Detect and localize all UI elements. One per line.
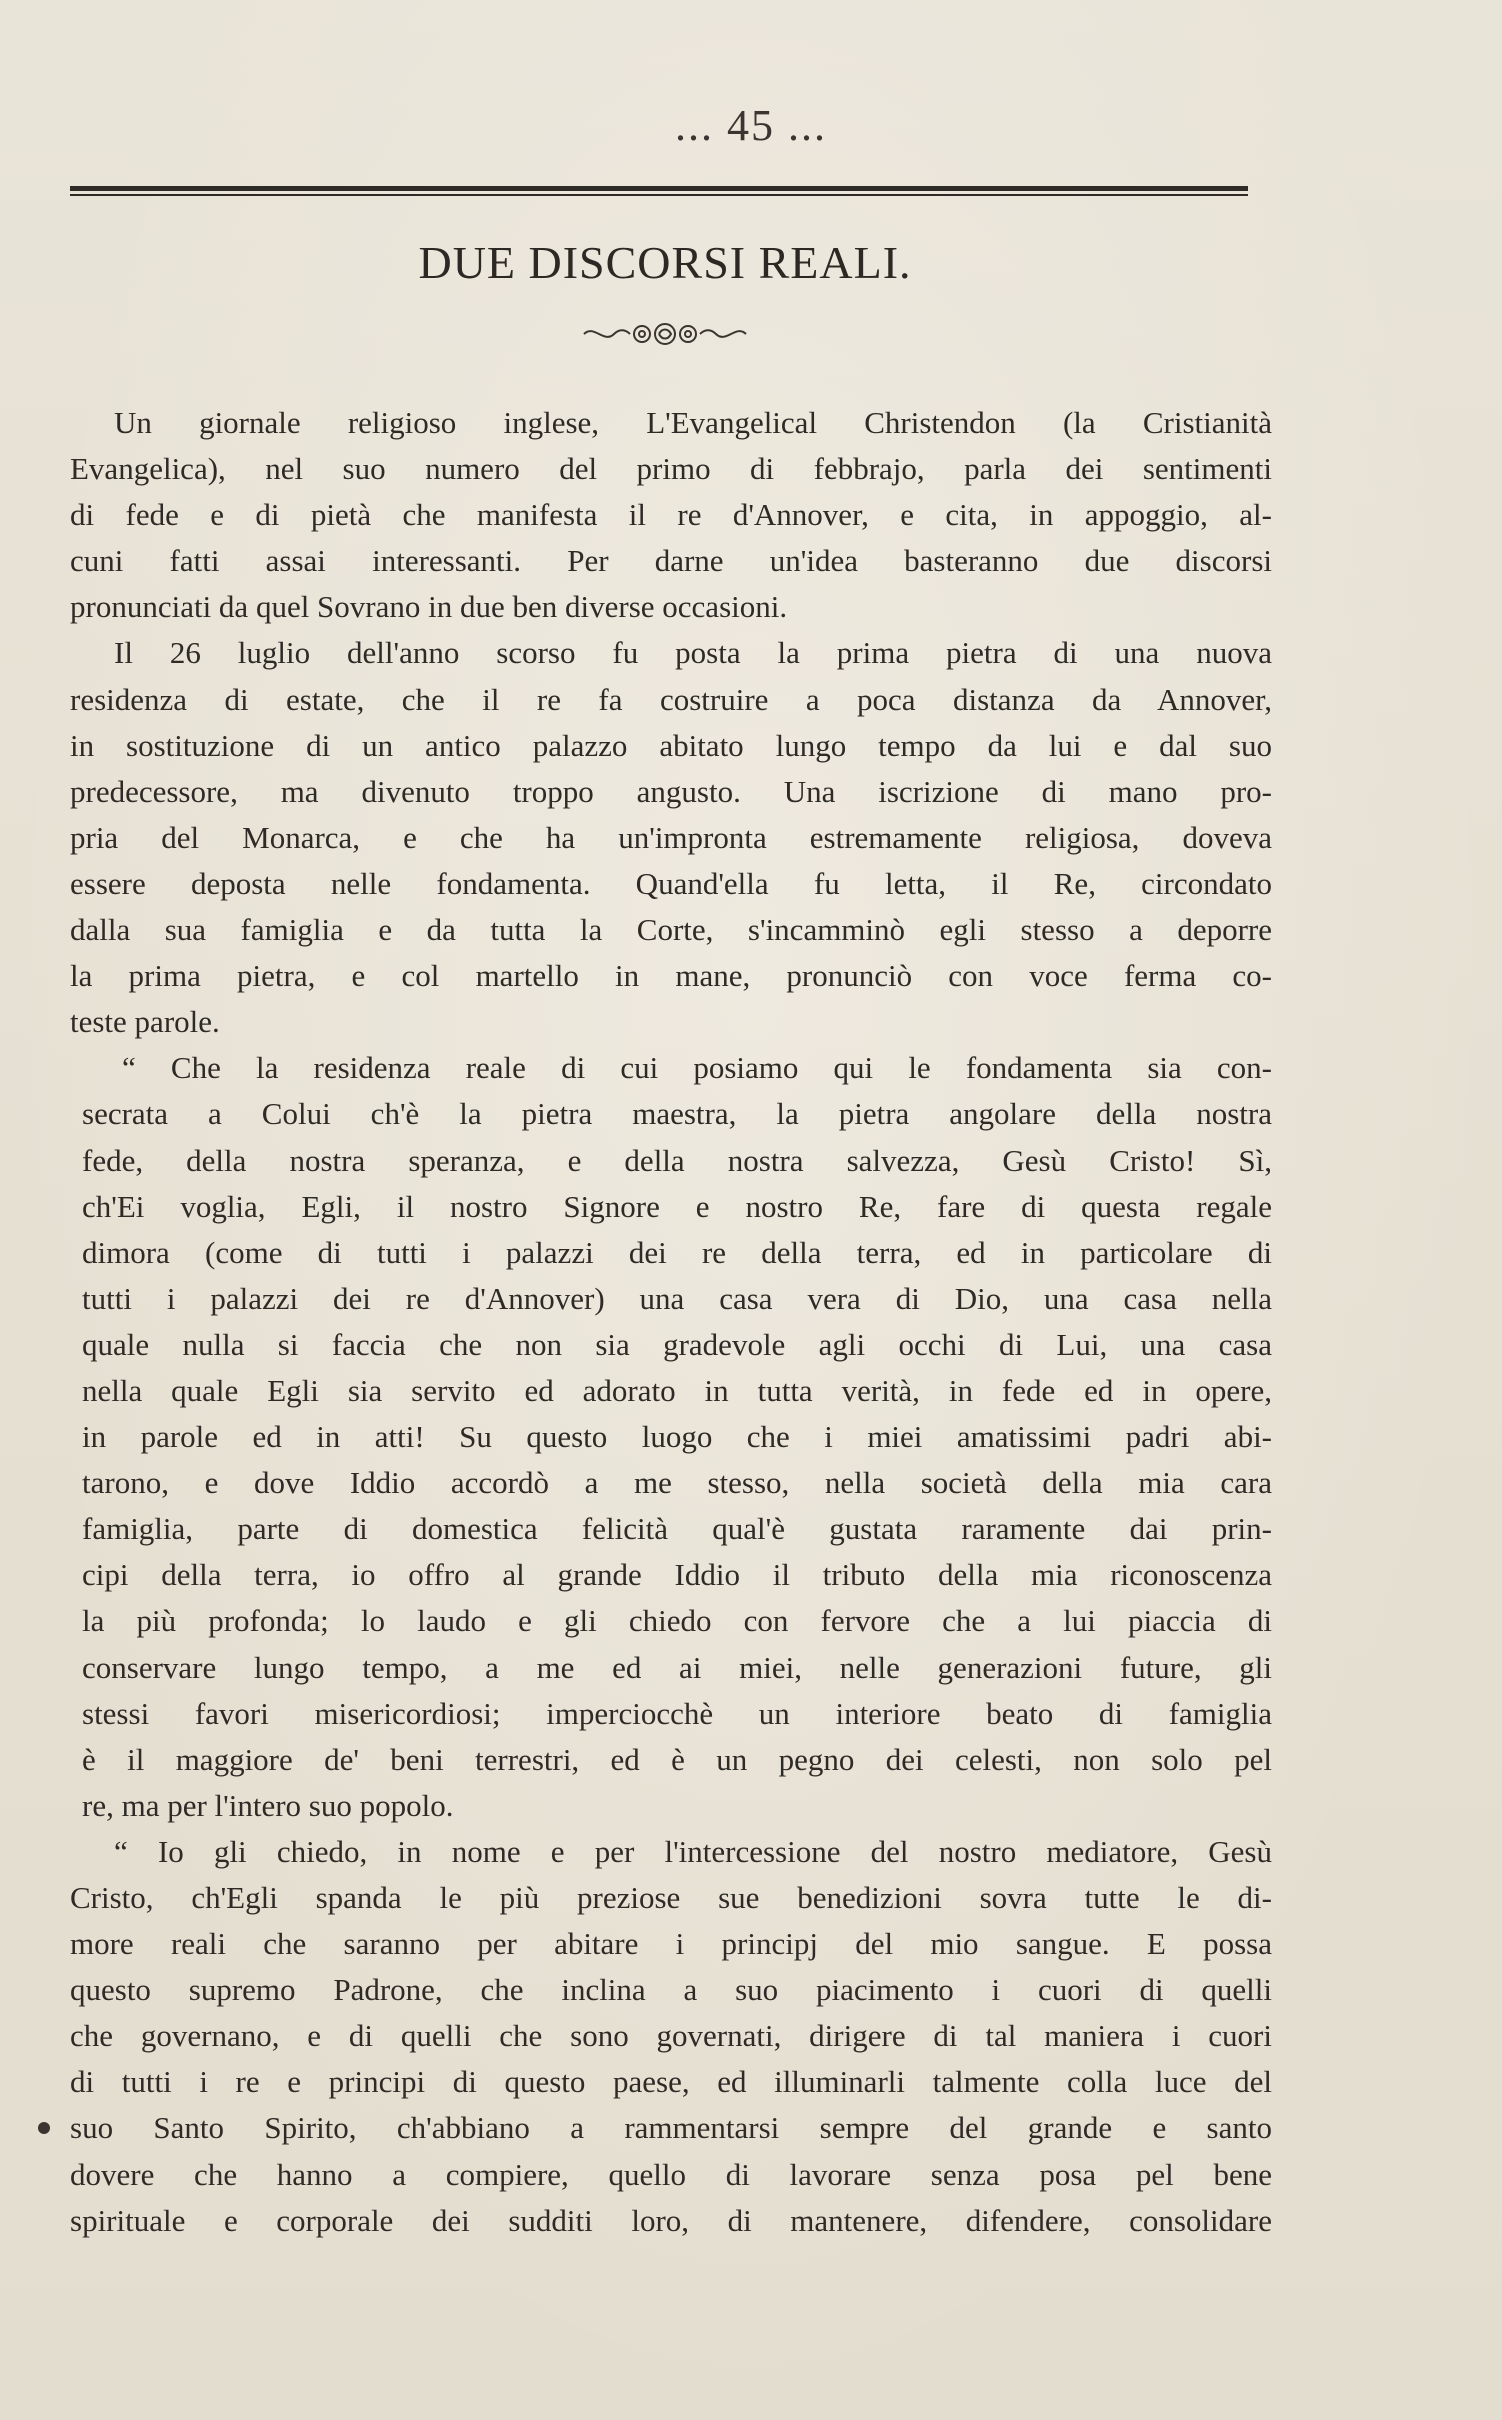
text-line: Evangelica), nel suo numero del primo di febbrajo, parla dei sentimenti (70, 451, 1272, 487)
header-rule-thin (70, 194, 1248, 196)
text-line: essere deposta nelle fondamenta. Quand'ella fu letta, il Re, circondato (70, 865, 1272, 901)
text-line: la prima pietra, e col martello in mane, pronunciò con voce ferma co- (70, 958, 1272, 994)
text-line: more reali che saranno per abitare i principj del mio sangue. E possa (70, 1926, 1272, 1962)
text-line: spirituale e corporale dei sudditi loro, di mantenere, difendere, consolidare (70, 2202, 1272, 2238)
text-line: cuni fatti assai interessanti. Per darne un'idea basteranno due discorsi (70, 543, 1272, 579)
text-line: di tutti i re e principi di questo paese, ed illuminarli talmente colla luce del (70, 2064, 1272, 2100)
margin-dot-mark (38, 2122, 50, 2134)
text-line: è il maggiore de' beni terrestri, ed è un pegno dei celesti, non solo pel (82, 1741, 1272, 1777)
text-line: pronunciati da quel Sovrano in due ben diverse occasioni. (70, 589, 788, 625)
text-line: famiglia, parte di domestica felicità qual'è gustata raramente dai prin- (82, 1511, 1272, 1547)
text-line: nella quale Egli sia servito ed adorato in tutta verità, in fede ed in opere, (82, 1372, 1272, 1408)
text-line: di fede e di pietà che manifesta il re d'Annover, e cita, in appoggio, al- (70, 497, 1272, 533)
ornament-flourish-icon (580, 318, 750, 350)
text-line: stessi favori misericordiosi; imperciocchè un interiore beato di famiglia (82, 1695, 1272, 1731)
text-line: tutti i palazzi dei re d'Annover) una casa vera di Dio, una casa nella (82, 1280, 1272, 1316)
text-line: residenza di estate, che il re fa costruire a poca distanza da Annover, (70, 681, 1272, 717)
text-line: “ Io gli chiedo, in nome e per l'intercessione del nostro mediatore, Gesù (114, 1833, 1272, 1869)
text-line: cipi della terra, io offro al grande Iddio il tributo della mia riconoscenza (82, 1557, 1272, 1593)
page-number: ... 45 ... (675, 101, 827, 150)
text-line: suo Santo Spirito, ch'abbiano a rammentarsi sempre del grande e santo (70, 2110, 1272, 2146)
text-line: ch'Ei voglia, Egli, il nostro Signore e nostro Re, fare di questa regale (82, 1188, 1272, 1224)
text-line: secrata a Colui ch'è la pietra maestra, la pietra angolare della nostra (82, 1096, 1272, 1132)
text-line: quale nulla si faccia che non sia gradevole agli occhi di Lui, una casa (82, 1326, 1272, 1362)
text-line: la più profonda; lo laudo e gli chiedo con fervore che a lui piaccia di (82, 1603, 1272, 1639)
text-line: teste parole. (70, 1004, 220, 1040)
text-line: dimora (come di tutti i palazzi dei re della terra, ed in particolare di (82, 1234, 1272, 1270)
text-line: dalla sua famiglia e da tutta la Corte, s'incamminò egli stesso a deporre (70, 912, 1272, 948)
header-rule-thick (70, 186, 1248, 191)
text-line: “ Che la residenza reale di cui posiamo qui le fondamenta sia con- (122, 1050, 1272, 1086)
text-line: predecessore, ma divenuto troppo angusto. Una iscrizione di mano pro- (70, 773, 1272, 809)
text-line: che governano, e di quelli che sono governati, dirigere di tal maniera i cuori (70, 2018, 1272, 2054)
text-line: conservare lungo tempo, a me ed ai miei, nelle generazioni future, gli (82, 1649, 1272, 1685)
text-line: in sostituzione di un antico palazzo abitato lungo tempo da lui e dal suo (70, 727, 1272, 763)
text-line: re, ma per l'intero suo popolo. (82, 1787, 454, 1823)
text-line: Cristo, ch'Egli spanda le più preziose sue benedizioni sovra tutte le di- (70, 1880, 1272, 1915)
text-line: tarono, e dove Iddio accordò a me stesso, nella società della mia cara (82, 1465, 1272, 1501)
text-line: Il 26 luglio dell'anno scorso fu posta la prima pietra di una nuova (114, 635, 1272, 671)
text-line: Un giornale religioso inglese, L'Evangelical Christendon (la Cristianità (114, 405, 1272, 440)
text-line: fede, della nostra speranza, e della nostra salvezza, Gesù Cristo! Sì, (82, 1142, 1272, 1178)
text-line: questo supremo Padrone, che inclina a suo piacimento i cuori di quelli (70, 1972, 1272, 2008)
text-line: pria del Monarca, e che ha un'impronta estremamente religiosa, doveva (70, 819, 1272, 855)
article-body (70, 400, 1272, 2244)
text-line: dovere che hanno a compiere, quello di lavorare senza posa pel bene (70, 2156, 1272, 2192)
text-line: in parole ed in atti! Su questo luogo che i miei amatissimi padri abi- (82, 1419, 1272, 1455)
article-heading: DUE DISCORSI REALI. (418, 237, 912, 288)
